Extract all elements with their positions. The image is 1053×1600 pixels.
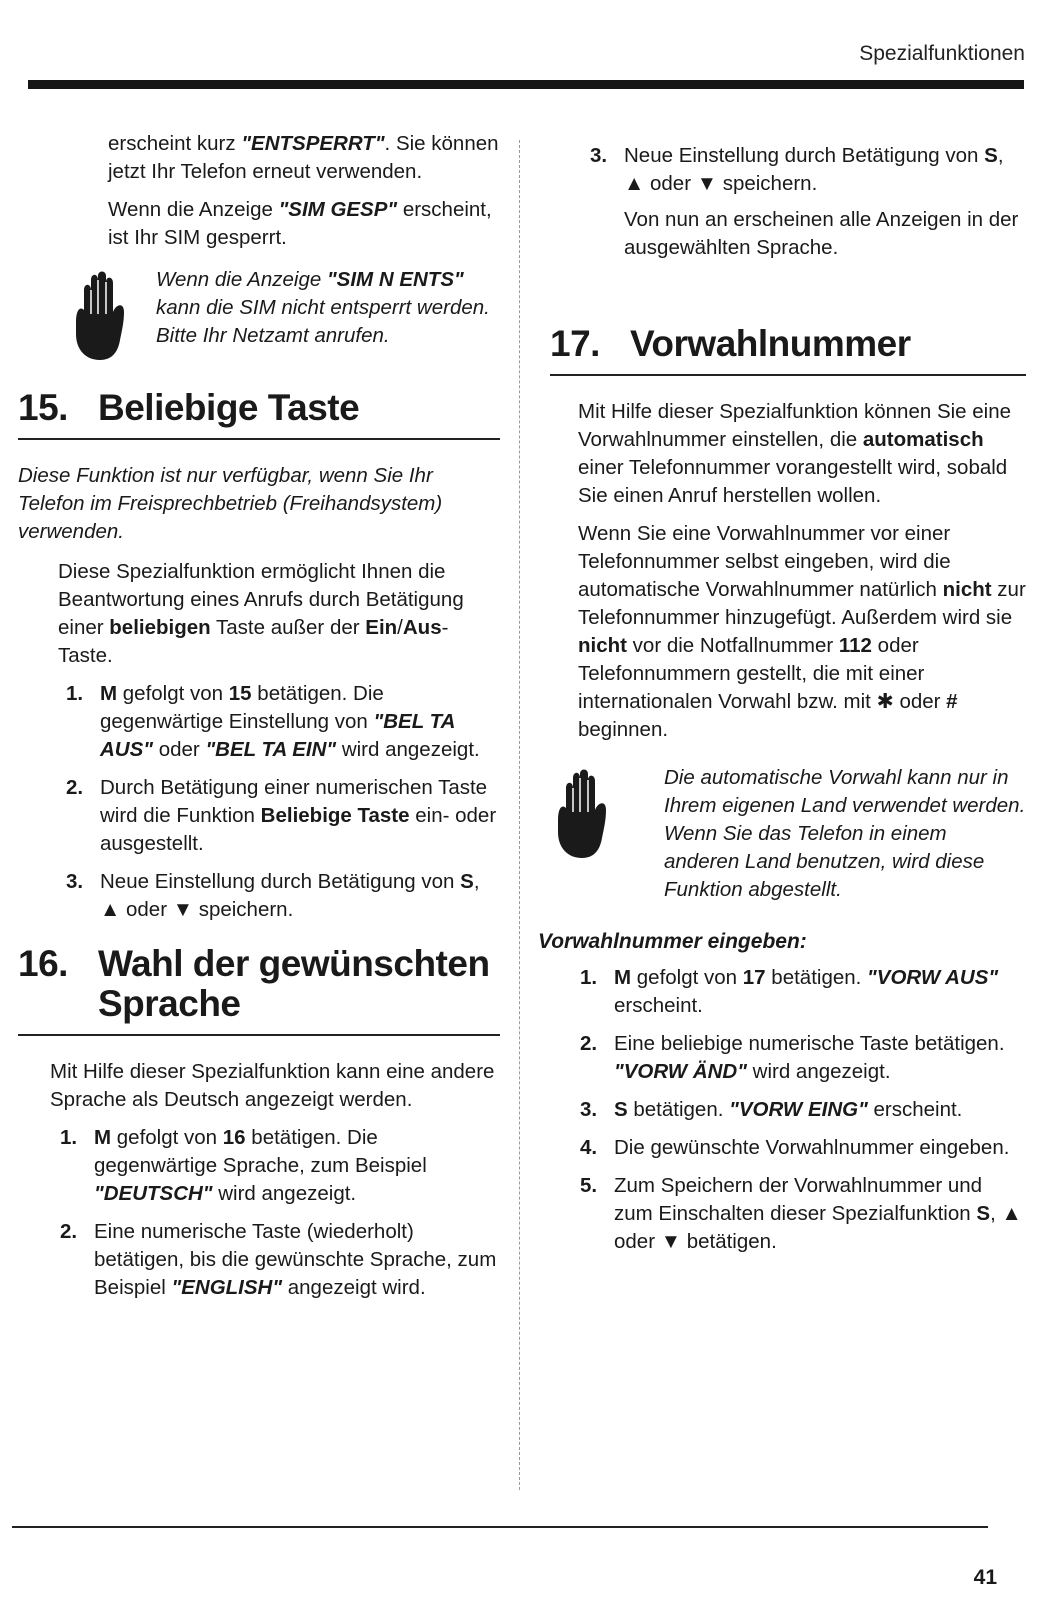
step-number: 3. (590, 144, 608, 167)
text-run: Durch Betätigung einer numerischen Taste wird die Funktion (100, 776, 488, 827)
section-title: Wahl der gewünschten Sprache (98, 943, 490, 1024)
text-run: S (984, 144, 998, 167)
text-run: Die gewünschte Vorwahlnummer eingeben. (614, 1136, 1010, 1159)
text-run: ein- oder ausgestellt. (100, 804, 497, 855)
note-text (156, 266, 500, 350)
text-run: M (100, 682, 118, 705)
section-15-intro: Diese Funktion ist nur verfügbar, wenn Sie Ihr Telefon im Freisprechbetrieb (Freihandsystem) verwenden. (18, 464, 443, 543)
list-item (60, 1124, 500, 1208)
section-number: 15. (18, 387, 68, 428)
intro-block (18, 130, 500, 252)
step-number: 4. (580, 1136, 598, 1159)
step-text (100, 774, 500, 858)
text-run: ✱ (876, 690, 894, 713)
list-item (580, 1172, 1026, 1256)
step-number: 2. (60, 1220, 78, 1243)
hand-warning-icon (552, 768, 616, 860)
text-run: Zum Speichern der Vorwahlnummer und zum Einschalten dieser Spezialfunktion (614, 1174, 983, 1225)
text-run: oder (893, 690, 947, 713)
text-run: # (946, 690, 958, 713)
section-15-steps (58, 680, 500, 924)
step-text (100, 868, 500, 924)
text-run: "BEL TA EIN" (205, 738, 337, 761)
step-number: 1. (60, 1126, 78, 1149)
left-column (18, 130, 500, 1312)
text-run: Wenn Sie eine Vorwahlnummer vor einer Telefonnummer selbst eingeben, wird die automatische Vorwahlnummer natürlich (578, 522, 951, 601)
text-run: "ENTSPERRT" (241, 132, 385, 155)
text-run: betätigen. Die gegenwärtige Einstellung von (100, 682, 384, 733)
text-run: S (614, 1098, 628, 1121)
text-run: 17 (742, 966, 766, 989)
text-run: . Sie können jetzt Ihr Telefon erneut verwenden. (108, 132, 499, 183)
text-run: nicht (942, 578, 992, 601)
step-number: 2. (580, 1032, 598, 1055)
running-header: Spezialfunktionen (859, 42, 1025, 65)
section-16-steps (50, 1124, 500, 1302)
text-run: M (94, 1126, 112, 1149)
text-run: S (460, 870, 474, 893)
text-run: wird angezeigt. (336, 738, 480, 761)
text-run: nicht (578, 634, 627, 657)
text-run: einer Telefonnummer vorangestellt wird, sobald Sie einen Anruf herstellen wollen. (578, 456, 1008, 507)
text-run: -Taste. (58, 616, 449, 667)
text-run: oder (153, 738, 206, 761)
text-run: betätigen. Die gegenwärtige Sprache, zum Beispiel (94, 1126, 427, 1177)
text-run: betätigen. (765, 966, 868, 989)
text-run: Wenn die Anzeige (156, 268, 327, 291)
step-number: 1. (580, 966, 598, 989)
text-run: kann die SIM nicht entsperrt werden. Bitte Ihr Netzamt anrufen. (156, 296, 490, 347)
intro-paragraph (108, 196, 500, 252)
text-run: zur Telefonnummer hinzugefügt. Außerdem wird sie (578, 578, 1026, 629)
text-run: 16 (222, 1126, 246, 1149)
section-title: Beliebige Taste (98, 387, 360, 428)
footer-rule (12, 1526, 988, 1528)
step-text (94, 1218, 500, 1302)
step-text (614, 1030, 1026, 1086)
text-run: Eine numerische Taste (wiederholt) betätigen, bis die gewünschte Sprache, zum Beispiel (94, 1220, 497, 1299)
text-run: betätigen. (627, 1098, 730, 1121)
text-run: erscheint. (614, 994, 703, 1017)
text-run: Eine beliebige numerische Taste betätigen. (614, 1032, 1005, 1055)
text-run: wird angezeigt. (746, 1060, 891, 1083)
hand-warning-icon (70, 270, 134, 362)
text-run: gefolgt von (117, 682, 229, 705)
section-16-heading (18, 944, 500, 1036)
text-run: Aus (402, 616, 442, 639)
text-run: erscheint kurz (108, 132, 242, 155)
section-title: Vorwahlnummer (630, 323, 911, 364)
step-text (94, 1124, 500, 1208)
list-item (66, 868, 500, 924)
list-item (580, 1096, 1026, 1124)
list-item (580, 1134, 1026, 1162)
page-number: 41 (973, 1566, 997, 1589)
text-run: "VORW AUS" (867, 966, 999, 989)
list-item (580, 964, 1026, 1020)
text-run: Wenn die Anzeige (108, 198, 279, 221)
text-run: erscheint. (867, 1098, 963, 1121)
text-run: S (976, 1202, 991, 1225)
text-run: "SIM GESP" (278, 198, 398, 221)
text-run: M (614, 966, 632, 989)
text-run: Mit Hilfe dieser Spezialfunktion können Sie eine Vorwahlnummer einstellen, die (578, 400, 1012, 451)
text-run: Beliebige Taste (260, 804, 410, 827)
list-item (66, 774, 500, 858)
warning-note (18, 266, 500, 362)
note-text: Die automatische Vorwahl kann nur in Ihrem eigenen Land verwendet werden. Wenn Sie das Telefon in einem anderen Land benutzen, wird diese Funktion abgestellt. (664, 766, 1026, 901)
text-run: gefolgt von (111, 1126, 223, 1149)
text-run: wird angezeigt. (212, 1182, 357, 1205)
text-run: Ein (365, 616, 398, 639)
text-run: Diese Spezialfunktion ermöglicht Ihnen die Beantwortung eines Anrufs durch Betätigung einer (58, 560, 464, 639)
text-run: / (397, 616, 403, 639)
section-16-content (18, 1058, 500, 1302)
text-run: "BEL TA AUS" (100, 710, 455, 761)
step-text (100, 680, 500, 764)
text-run: beginnen. (578, 718, 669, 741)
section-16-body: Mit Hilfe dieser Spezialfunktion kann eine andere Sprache als Deutsch angezeigt werden. (50, 1060, 495, 1111)
section-15-body (58, 558, 500, 670)
section-15-content (18, 558, 500, 924)
text-run: "VORW ÄND" (614, 1060, 747, 1083)
text-run: , ▲ oder ▼ speichern. (624, 144, 1004, 195)
step-number: 1. (66, 682, 84, 705)
step-text (614, 1134, 1026, 1162)
text-run: beliebigen (109, 616, 211, 639)
step-number: 2. (66, 776, 84, 799)
text-run: angezeigt wird. (282, 1276, 426, 1299)
text-run: gefolgt von (631, 966, 743, 989)
text-run: "ENGLISH" (171, 1276, 283, 1299)
section-15-heading (18, 388, 500, 440)
text-run: "VORW EING" (729, 1098, 868, 1121)
step-text (614, 1096, 1026, 1124)
list-item (60, 1218, 500, 1302)
list-item (66, 680, 500, 764)
section-16-steps-continued (590, 142, 1026, 198)
section-17-steps (580, 964, 1026, 1256)
text-run: erscheint, ist Ihr SIM gesperrt. (108, 198, 492, 249)
text-run: "SIM N ENTS" (326, 268, 464, 291)
step-text (624, 142, 1026, 198)
section-17-heading (550, 324, 1026, 376)
section-16-after: Von nun an erscheinen alle Anzeigen in der ausgewählten Sprache. (624, 208, 1019, 259)
header-rule (28, 80, 1024, 89)
right-column (538, 130, 1026, 1266)
text-run: , ▲ oder ▼ betätigen. (614, 1202, 1022, 1253)
vorwahl-note (550, 764, 1026, 904)
text-run: "DEUTSCH" (94, 1182, 213, 1205)
section-16-continued (550, 142, 1026, 262)
text-run: automatisch (862, 428, 984, 451)
intro-paragraph (108, 130, 500, 186)
step-text (614, 1172, 1026, 1256)
text-run: 15 (228, 682, 252, 705)
text-run: Neue Einstellung durch Betätigung von (100, 870, 461, 893)
text-run: 112 (838, 634, 872, 657)
list-item (580, 1030, 1026, 1086)
section-17-subheading: Vorwahlnummer eingeben: (538, 930, 807, 953)
section-number: 17. (550, 323, 600, 364)
step-number: 5. (580, 1174, 598, 1197)
step-number: 3. (66, 870, 84, 893)
text-run: oder Telefonnummern gestellt, die mit einer internationalen Vorwahl bzw. mit (578, 634, 925, 713)
step-text (614, 964, 1026, 1020)
section-17-paragraph (578, 520, 1026, 744)
section-17-body (550, 398, 1026, 744)
section-number: 16. (18, 943, 68, 984)
text-run: Taste außer der (210, 616, 366, 639)
section-17-paragraph (578, 398, 1026, 510)
text-run: Neue Einstellung durch Betätigung von (624, 144, 985, 167)
column-divider (519, 140, 520, 1490)
text-run: , ▲ oder ▼ speichern. (100, 870, 480, 921)
text-run: vor die Notfallnummer (626, 634, 839, 657)
step-number: 3. (580, 1098, 598, 1121)
list-item (590, 142, 1026, 198)
section-17-steps-wrap (550, 964, 1026, 1256)
